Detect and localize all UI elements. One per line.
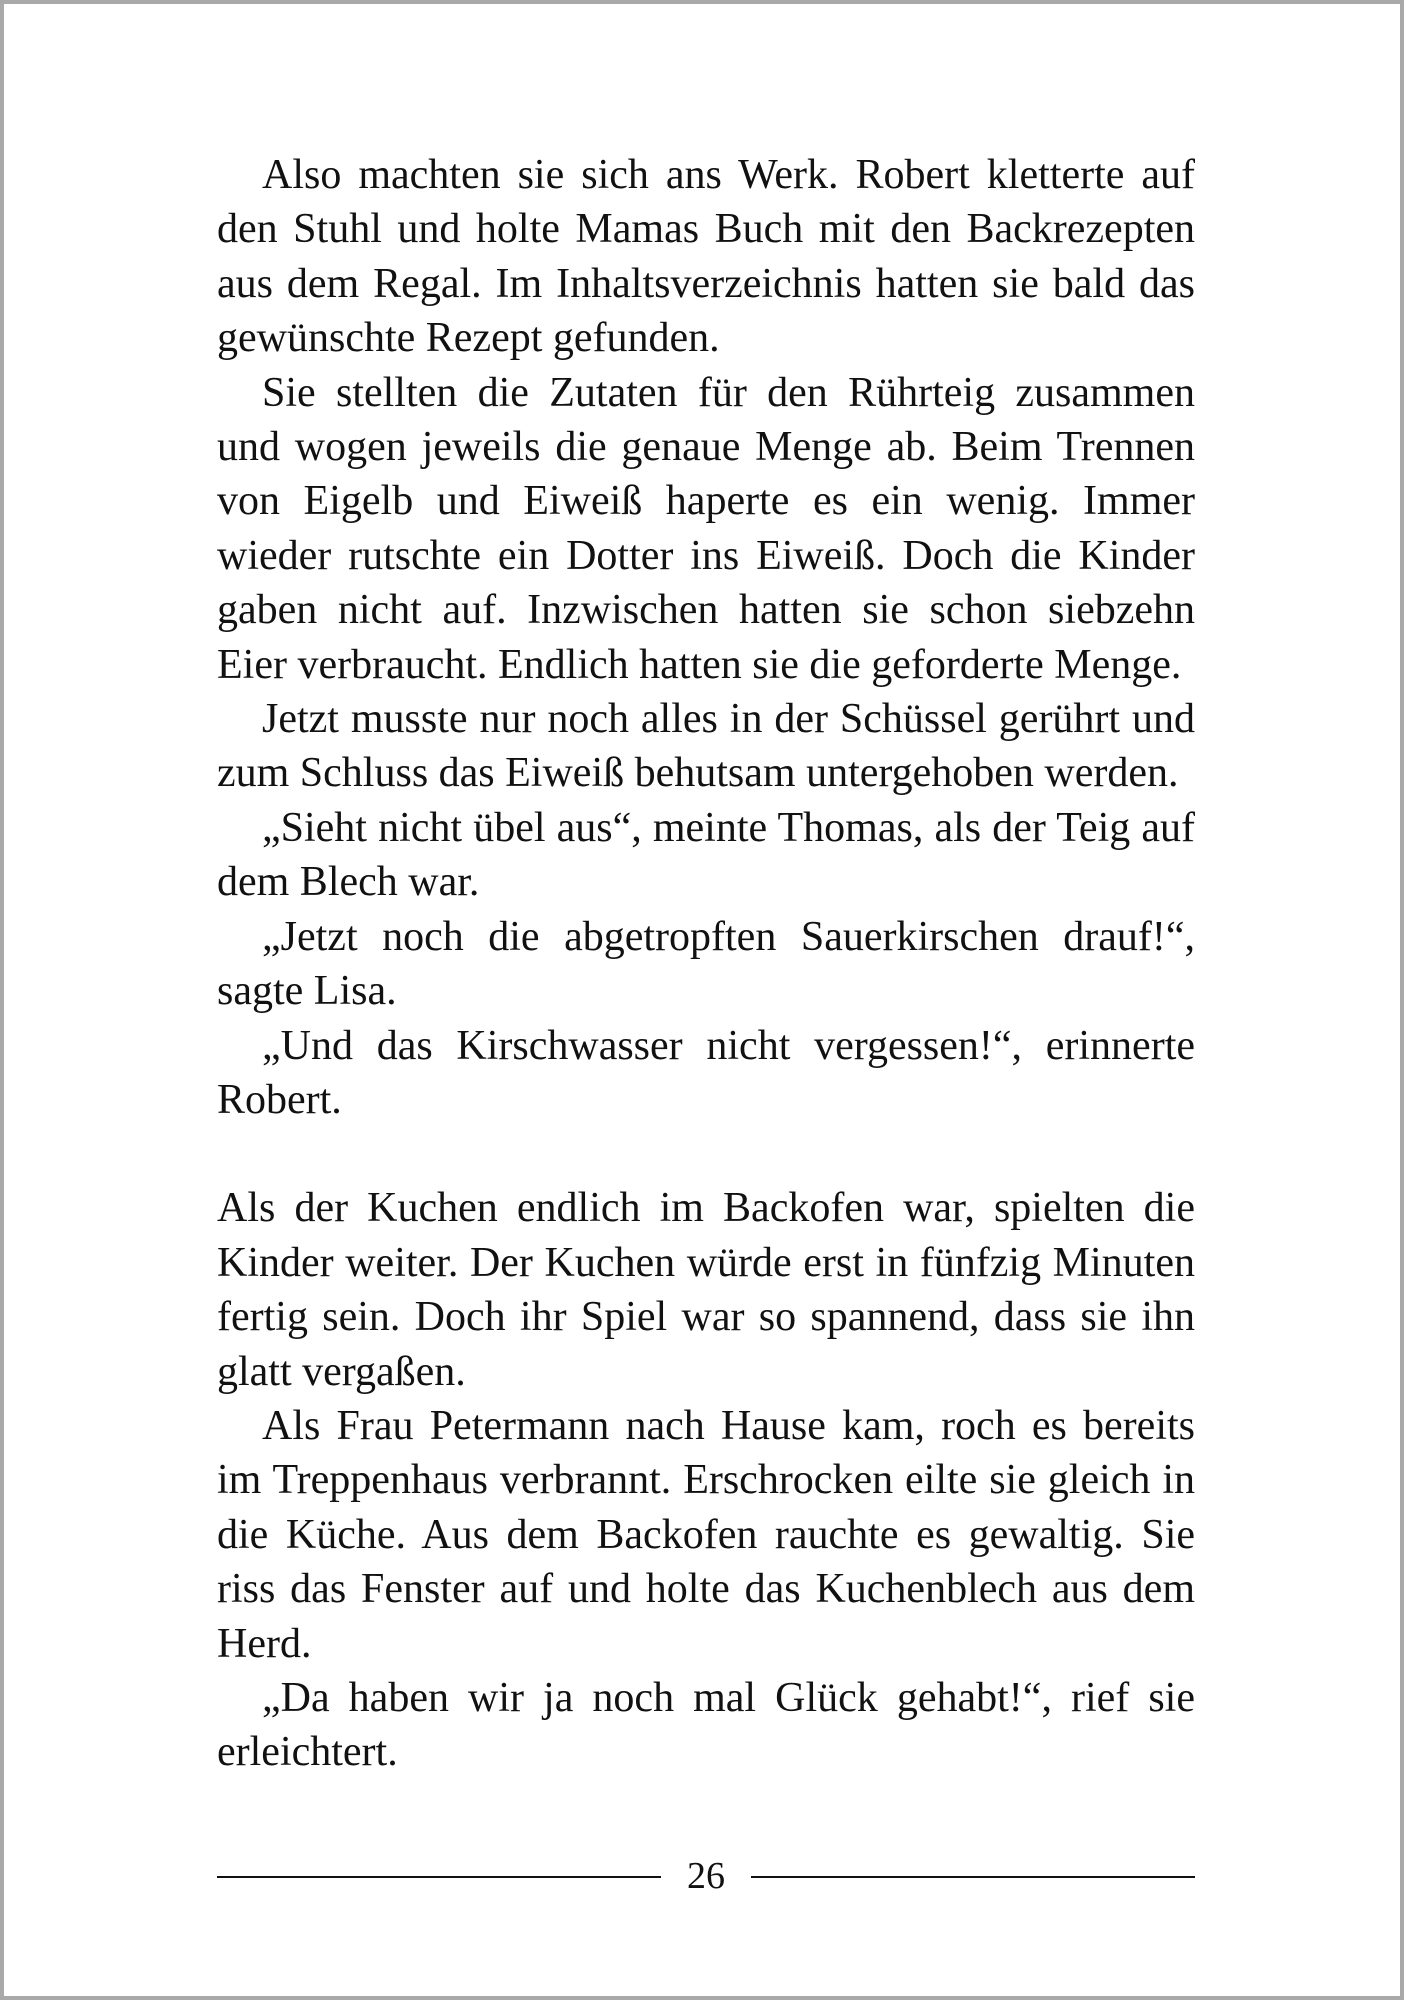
- page-footer: [217, 1854, 1195, 1898]
- page-number: 26: [687, 1855, 725, 1897]
- paragraph: „Und das Kirschwasser nicht vergessen!“, erinnerte Robert.: [217, 1022, 1195, 1123]
- body-text: [217, 148, 1195, 1780]
- footer-rule-left: [217, 1876, 661, 1878]
- paragraph: „Jetzt noch die abgetropften Sauerkirschen drauf!“, sagte Lisa.: [217, 913, 1195, 1015]
- paragraph: „Sieht nicht übel aus“, meinte Thomas, als der Teig auf dem Blech war.: [217, 804, 1195, 906]
- section-break: [217, 1127, 1195, 1181]
- paragraph: Jetzt musste nur noch alles in der Schüssel gerührt und zum Schluss das Eiweiß behutsam untergehoben werden.: [217, 696, 1195, 797]
- paragraph: Als der Kuchen endlich im Backofen war, spielten die Kinder weiter. Der Kuchen würde erst in fünfzig Minuten fertig sein. Doch ihr Spiel war so spannend, dass sie ihn glatt vergaßen.: [217, 1185, 1195, 1395]
- paragraph: Sie stellten die Zutaten für den Rührteig zusammen und wogen jeweils die genaue Menge ab. Beim Trennen von Eigelb und Eiweiß haperte es ein wenig. Immer wieder rutschte ein Dotter ins Eiweiß. Doch die Kinder gaben nicht auf. Inzwischen hatten sie schon siebzehn Eier verbraucht. Endlich hatten sie die geforderte Menge.: [217, 369, 1195, 688]
- paragraph: „Da haben wir ja noch mal Glück gehabt!“, rief sie erleichtert.: [217, 1674, 1195, 1776]
- footer-rule-right: [751, 1876, 1195, 1878]
- paragraph: Als Frau Petermann nach Hause kam, roch es bereits im Treppenhaus verbrannt. Erschrocken eilte sie gleich in die Küche. Aus dem Backofen rauchte es gewaltig. Sie riss das Fenster auf und holte das Kuchenblech aus dem Herd.: [217, 1402, 1195, 1667]
- paragraph: Also machten sie sich ans Werk. Robert kletterte auf den Stuhl und holte Mamas Buch mit den Backrezepten aus dem Regal. Im Inhaltsverzeichnis hatten sie bald das gewünschte Rezept gefunden.: [217, 152, 1195, 362]
